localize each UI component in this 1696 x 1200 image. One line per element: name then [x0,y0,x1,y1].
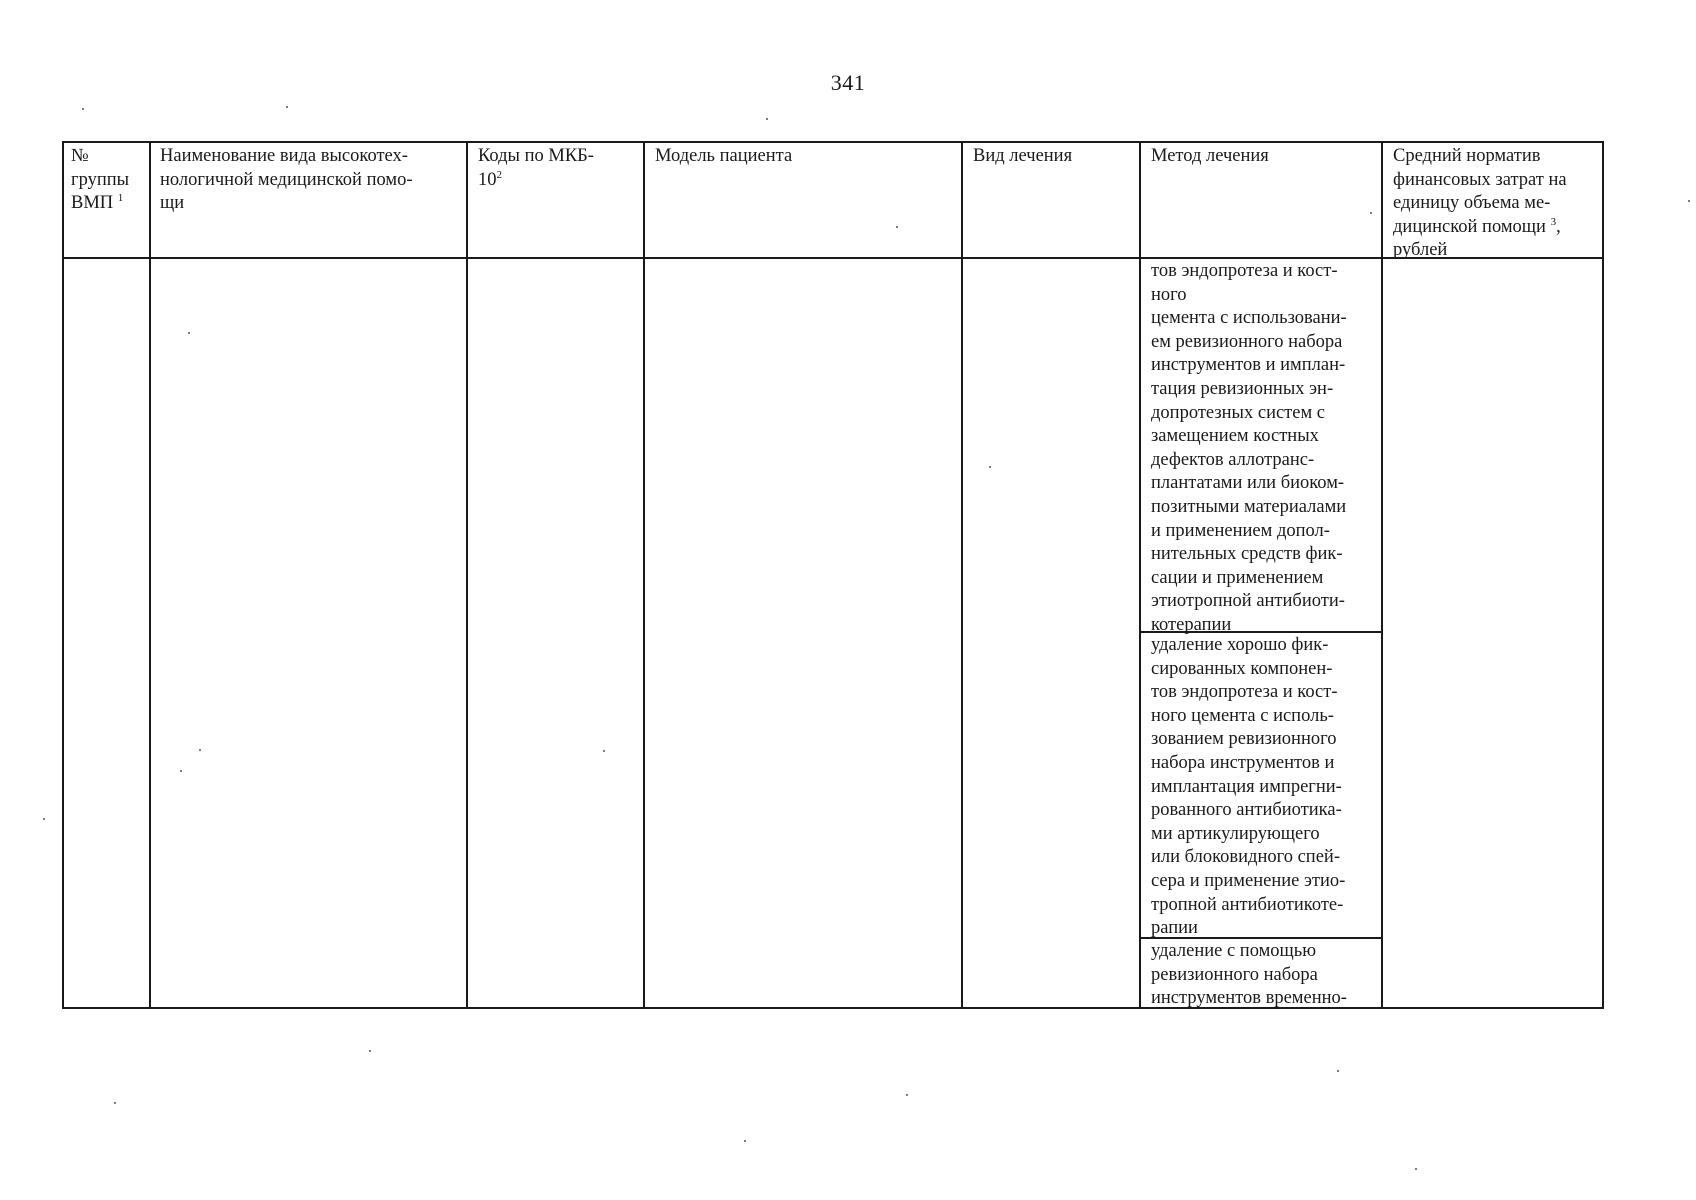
scan-speck [1688,200,1690,202]
header-care-name: Наименование вида высокотех- нологичной медицинской помо- щи [160,146,413,213]
scan-speck [1415,1168,1417,1170]
scan-speck [369,1050,371,1052]
scan-speck [286,106,288,108]
method-block: тов эндопротеза и кост- ного цемента с использовани- ем ревизионного набора инструментов и имплан- тация ревизионных эн- допротезных систем с замещением костных дефектов аллотранс- плантатами или биоком- позитными материалами и применением допол- нительных средств фик- сации и применением этиотропной антибиоти- котерапии [1151,261,1347,635]
scan-speck [766,118,768,120]
scan-speck [114,1102,116,1104]
scan-speck [744,1140,746,1142]
col-border [149,141,151,1009]
method-block: удаление с помощью ревизионного набора инструментов временно- [1151,941,1347,1009]
header-treatment-type: Вид лечения [973,146,1073,166]
scan-speck [906,1094,908,1096]
scan-speck [82,108,84,110]
header-bottom-border [62,257,1604,259]
header-treatment-method: Метод лечения [1151,146,1269,166]
col-border [466,141,468,1009]
scan-speck [43,818,45,820]
col-border [62,141,64,1009]
table-top-border [62,141,1604,143]
scan-speck [1337,1070,1339,1072]
col-border [643,141,645,1009]
header-average-cost: Средний норматив финансовых затрат на единицу объема ме- дицинской помощи $^3$, рублей [1393,146,1567,260]
header-patient-model: Модель пациента [655,146,793,166]
header-icd-codes: Коды по МКБ- $10^2$ [478,146,594,190]
col-border [1602,141,1604,1009]
col-border [961,141,963,1009]
method-block: удаление хорошо фик- сированных компонен- тов эндопротеза и кост- ного цемента с исполь- зованием ревизионного набора инструментов и имплантация импрегни- рованного антибиотика- ми артикулирующего или блоковидного спей- сера и применение этио- тропной антибиотикоте- рапии [1151,635,1346,939]
header-group-number: № группы ВМП $^1$ [71,146,130,213]
col-border [1139,141,1141,1009]
page-number: 341 [830,70,866,95]
vmp-table [62,141,1604,1009]
col-border [1381,141,1383,1009]
